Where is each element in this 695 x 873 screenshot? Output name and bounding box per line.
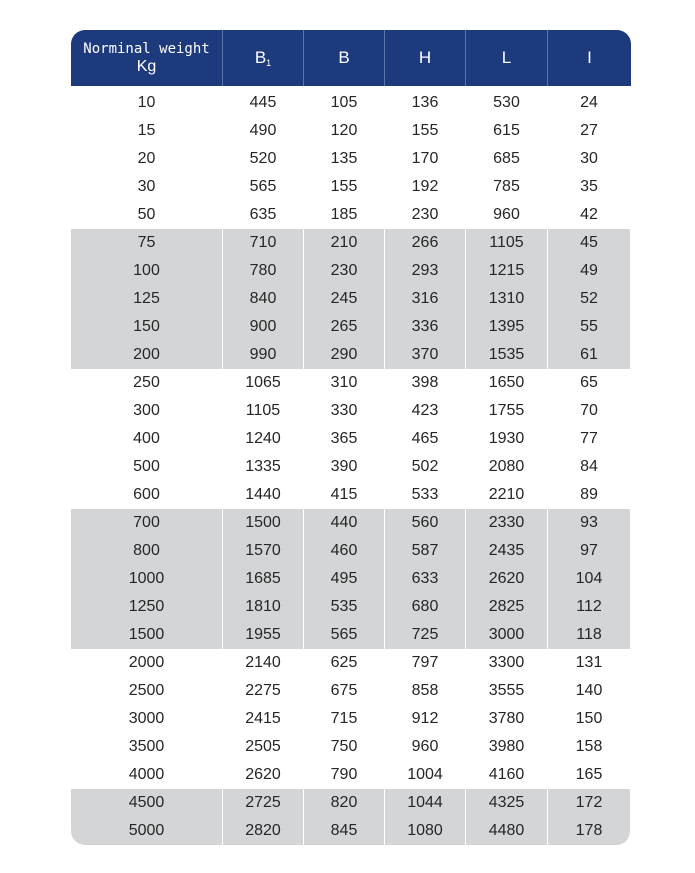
cell-h: 858 — [385, 677, 466, 705]
cell-nominal-weight: 800 — [71, 537, 223, 565]
cell-nominal-weight: 2000 — [71, 649, 223, 677]
cell-nominal-weight: 100 — [71, 257, 223, 285]
cell-nominal-weight: 700 — [71, 509, 223, 537]
cell-l: 1395 — [466, 313, 548, 341]
cell-i: 131 — [548, 649, 631, 677]
cell-b1: 1105 — [223, 397, 304, 425]
cell-b: 265 — [304, 313, 385, 341]
cell-l: 1310 — [466, 285, 548, 313]
cell-nominal-weight: 50 — [71, 201, 223, 229]
cell-b: 460 — [304, 537, 385, 565]
table-row — [71, 789, 631, 817]
cell-b: 155 — [304, 173, 385, 201]
cell-h: 560 — [385, 509, 466, 537]
cell-l: 3555 — [466, 677, 548, 705]
cell-b1: 520 — [223, 145, 304, 173]
header-b1-subscript: 1 — [266, 58, 272, 68]
cell-i: 42 — [548, 201, 631, 229]
cell-nominal-weight: 3500 — [71, 733, 223, 761]
cell-nominal-weight: 400 — [71, 425, 223, 453]
cell-b: 495 — [304, 565, 385, 593]
cell-h: 465 — [385, 425, 466, 453]
cell-l: 685 — [466, 145, 548, 173]
cell-i: 118 — [548, 621, 631, 649]
cell-nominal-weight: 600 — [71, 481, 223, 509]
cell-l: 615 — [466, 117, 548, 145]
cell-h: 336 — [385, 313, 466, 341]
cell-i: 61 — [548, 341, 631, 369]
cell-i: 65 — [548, 369, 631, 397]
cell-b1: 635 — [223, 201, 304, 229]
cell-b: 120 — [304, 117, 385, 145]
cell-h: 1080 — [385, 817, 466, 845]
cell-l: 1105 — [466, 229, 548, 257]
cell-b: 715 — [304, 705, 385, 733]
cell-l: 3780 — [466, 705, 548, 733]
cell-l: 2210 — [466, 481, 548, 509]
cell-nominal-weight: 1500 — [71, 621, 223, 649]
cell-b: 565 — [304, 621, 385, 649]
cell-nominal-weight: 5000 — [71, 817, 223, 845]
header-h — [385, 30, 466, 86]
cell-b1: 2725 — [223, 789, 304, 817]
cell-h: 912 — [385, 705, 466, 733]
cell-h: 960 — [385, 733, 466, 761]
cell-i: 35 — [548, 173, 631, 201]
cell-h: 398 — [385, 369, 466, 397]
cell-l: 1535 — [466, 341, 548, 369]
cell-b1: 1955 — [223, 621, 304, 649]
cell-i: 140 — [548, 677, 631, 705]
cell-i: 165 — [548, 761, 631, 789]
cell-b1: 1810 — [223, 593, 304, 621]
cell-i: 93 — [548, 509, 631, 537]
cell-b1: 1440 — [223, 481, 304, 509]
table-header — [71, 30, 631, 86]
cell-b: 365 — [304, 425, 385, 453]
table-row — [71, 145, 631, 173]
cell-b1: 780 — [223, 257, 304, 285]
cell-nominal-weight: 125 — [71, 285, 223, 313]
cell-nominal-weight: 500 — [71, 453, 223, 481]
cell-nominal-weight: 200 — [71, 341, 223, 369]
cell-nominal-weight: 75 — [71, 229, 223, 257]
cell-b1: 2275 — [223, 677, 304, 705]
cell-i: 45 — [548, 229, 631, 257]
cell-b1: 900 — [223, 313, 304, 341]
cell-b: 415 — [304, 481, 385, 509]
cell-i: 84 — [548, 453, 631, 481]
cell-l: 4160 — [466, 761, 548, 789]
cell-l: 4325 — [466, 789, 548, 817]
cell-b1: 2140 — [223, 649, 304, 677]
cell-h: 797 — [385, 649, 466, 677]
cell-l: 1930 — [466, 425, 548, 453]
cell-i: 178 — [548, 817, 631, 845]
cell-l: 2620 — [466, 565, 548, 593]
header-i-label: I — [587, 48, 592, 67]
header-row — [71, 30, 631, 86]
cell-b: 330 — [304, 397, 385, 425]
cell-nominal-weight: 4500 — [71, 789, 223, 817]
cell-l: 785 — [466, 173, 548, 201]
cell-l: 4480 — [466, 817, 548, 845]
table-row — [71, 677, 631, 705]
table-row — [71, 481, 631, 509]
header-b — [304, 30, 385, 86]
dimension-table-container — [71, 30, 631, 845]
header-l-label: L — [501, 48, 512, 67]
cell-b: 535 — [304, 593, 385, 621]
table-row — [71, 201, 631, 229]
cell-b: 845 — [304, 817, 385, 845]
cell-i: 150 — [548, 705, 631, 733]
cell-h: 1004 — [385, 761, 466, 789]
cell-nominal-weight: 4000 — [71, 761, 223, 789]
table-row — [71, 453, 631, 481]
cell-l: 2080 — [466, 453, 548, 481]
header-b-label: B — [338, 48, 350, 67]
cell-i: 112 — [548, 593, 631, 621]
table-row — [71, 509, 631, 537]
cell-l: 3980 — [466, 733, 548, 761]
cell-l: 3300 — [466, 649, 548, 677]
table-row — [71, 86, 631, 117]
cell-b: 390 — [304, 453, 385, 481]
table-row — [71, 733, 631, 761]
cell-h: 266 — [385, 229, 466, 257]
cell-b1: 1335 — [223, 453, 304, 481]
cell-i: 70 — [548, 397, 631, 425]
table-row — [71, 173, 631, 201]
cell-h: 155 — [385, 117, 466, 145]
cell-h: 587 — [385, 537, 466, 565]
cell-i: 27 — [548, 117, 631, 145]
table-row — [71, 761, 631, 789]
cell-nominal-weight: 250 — [71, 369, 223, 397]
cell-i: 77 — [548, 425, 631, 453]
table-row — [71, 593, 631, 621]
cell-h: 725 — [385, 621, 466, 649]
cell-l: 3000 — [466, 621, 548, 649]
cell-b: 440 — [304, 509, 385, 537]
table-row — [71, 565, 631, 593]
cell-b: 185 — [304, 201, 385, 229]
cell-l: 2330 — [466, 509, 548, 537]
cell-i: 30 — [548, 145, 631, 173]
cell-i: 158 — [548, 733, 631, 761]
table-row — [71, 425, 631, 453]
cell-b: 105 — [304, 86, 385, 117]
cell-h: 533 — [385, 481, 466, 509]
cell-b1: 2820 — [223, 817, 304, 845]
cell-b: 790 — [304, 761, 385, 789]
cell-i: 97 — [548, 537, 631, 565]
table-row — [71, 285, 631, 313]
cell-i: 55 — [548, 313, 631, 341]
cell-h: 370 — [385, 341, 466, 369]
header-h-label: H — [418, 48, 432, 67]
cell-b1: 840 — [223, 285, 304, 313]
cell-b: 625 — [304, 649, 385, 677]
cell-b: 310 — [304, 369, 385, 397]
table-row — [71, 817, 631, 845]
cell-nominal-weight: 30 — [71, 173, 223, 201]
cell-b1: 2620 — [223, 761, 304, 789]
cell-b1: 1065 — [223, 369, 304, 397]
table-row — [71, 537, 631, 565]
cell-l: 1755 — [466, 397, 548, 425]
cell-h: 136 — [385, 86, 466, 117]
header-nominal-weight-label: Norminal weight — [83, 41, 210, 57]
cell-nominal-weight: 2500 — [71, 677, 223, 705]
cell-b1: 710 — [223, 229, 304, 257]
header-i — [548, 30, 631, 86]
cell-h: 293 — [385, 257, 466, 285]
cell-nominal-weight: 150 — [71, 313, 223, 341]
cell-b: 750 — [304, 733, 385, 761]
cell-l: 1650 — [466, 369, 548, 397]
table-row — [71, 369, 631, 397]
cell-i: 104 — [548, 565, 631, 593]
cell-b: 290 — [304, 341, 385, 369]
cell-l: 960 — [466, 201, 548, 229]
cell-b1: 445 — [223, 86, 304, 117]
cell-nominal-weight: 10 — [71, 86, 223, 117]
cell-b: 675 — [304, 677, 385, 705]
cell-h: 170 — [385, 145, 466, 173]
cell-l: 2435 — [466, 537, 548, 565]
table-row — [71, 313, 631, 341]
cell-h: 316 — [385, 285, 466, 313]
cell-h: 502 — [385, 453, 466, 481]
cell-nominal-weight: 3000 — [71, 705, 223, 733]
cell-nominal-weight: 300 — [71, 397, 223, 425]
cell-b1: 1240 — [223, 425, 304, 453]
cell-h: 1044 — [385, 789, 466, 817]
cell-i: 89 — [548, 481, 631, 509]
cell-b1: 565 — [223, 173, 304, 201]
cell-nominal-weight: 1000 — [71, 565, 223, 593]
cell-b: 135 — [304, 145, 385, 173]
cell-h: 192 — [385, 173, 466, 201]
cell-b1: 2505 — [223, 733, 304, 761]
table-body — [71, 86, 631, 845]
table-row — [71, 117, 631, 145]
cell-nominal-weight: 20 — [71, 145, 223, 173]
table-row — [71, 341, 631, 369]
table-row — [71, 621, 631, 649]
table-row — [71, 397, 631, 425]
table-row — [71, 229, 631, 257]
cell-b: 230 — [304, 257, 385, 285]
cell-l: 1215 — [466, 257, 548, 285]
cell-nominal-weight: 1250 — [71, 593, 223, 621]
cell-i: 24 — [548, 86, 631, 117]
cell-l: 530 — [466, 86, 548, 117]
cell-i: 52 — [548, 285, 631, 313]
cell-h: 680 — [385, 593, 466, 621]
cell-h: 423 — [385, 397, 466, 425]
cell-i: 49 — [548, 257, 631, 285]
table-row — [71, 649, 631, 677]
header-nominal-weight-unit: Kg — [136, 58, 157, 75]
cell-b: 245 — [304, 285, 385, 313]
dimension-table — [71, 30, 631, 845]
cell-b: 210 — [304, 229, 385, 257]
header-b1 — [223, 30, 304, 86]
cell-b1: 1500 — [223, 509, 304, 537]
header-l — [466, 30, 548, 86]
header-b1-label: B — [254, 48, 267, 67]
cell-h: 633 — [385, 565, 466, 593]
cell-b: 820 — [304, 789, 385, 817]
cell-b1: 2415 — [223, 705, 304, 733]
cell-i: 172 — [548, 789, 631, 817]
cell-l: 2825 — [466, 593, 548, 621]
cell-b1: 1570 — [223, 537, 304, 565]
cell-b1: 990 — [223, 341, 304, 369]
cell-b1: 1685 — [223, 565, 304, 593]
cell-h: 230 — [385, 201, 466, 229]
cell-nominal-weight: 15 — [71, 117, 223, 145]
header-nominal-weight — [71, 30, 223, 86]
table-row — [71, 257, 631, 285]
table-row — [71, 705, 631, 733]
cell-b1: 490 — [223, 117, 304, 145]
